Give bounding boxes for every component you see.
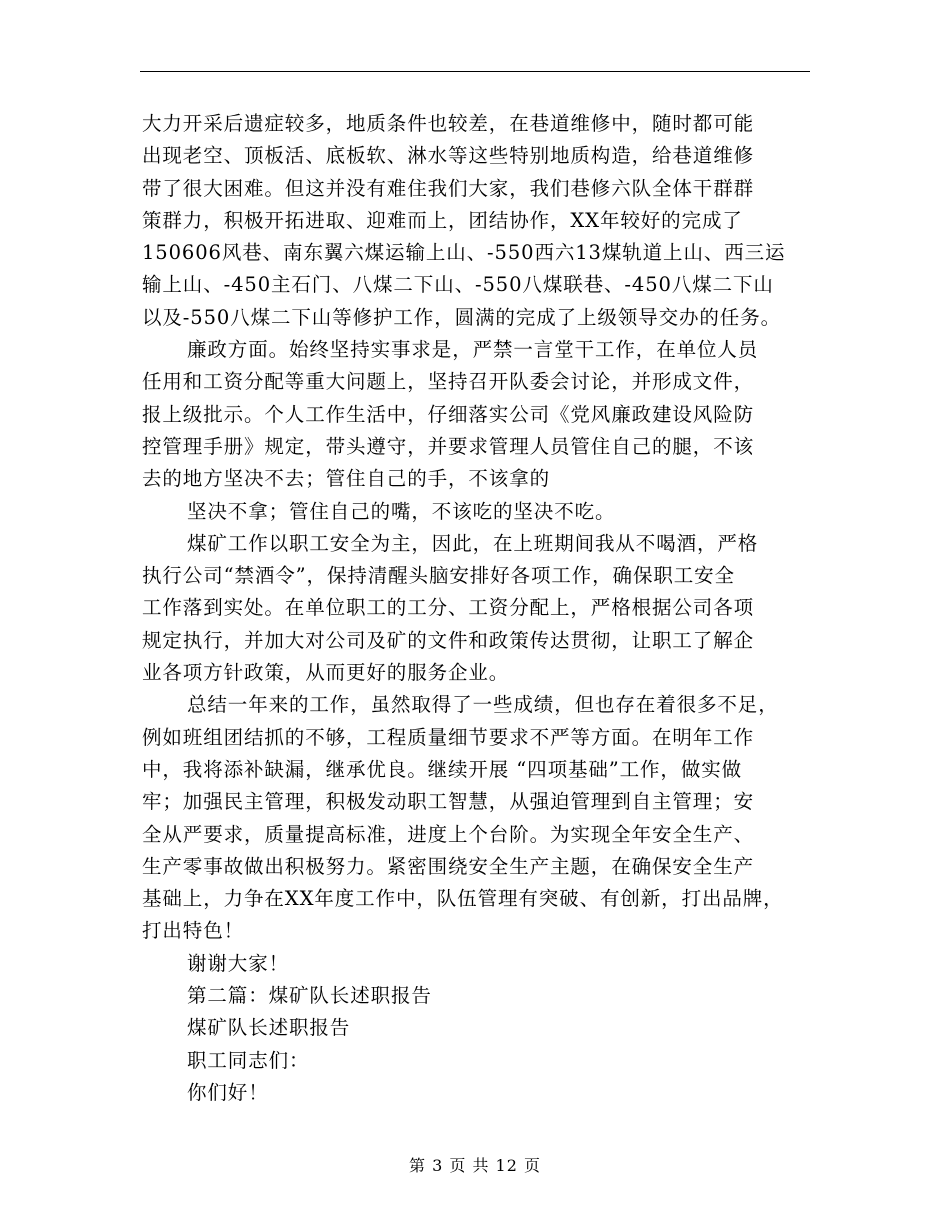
- text-line: 出现老空、顶板活、底板软、淋水等这些特别地质构造，给巷道维修: [142, 144, 755, 168]
- text-line: 规定执行，并加大对公司及矿的文件和政策传达贯彻，让职工了解企: [142, 628, 755, 652]
- text-line: 以及-550八煤二下山等修护工作，圆满的完成了上级领导交办的任务。: [142, 305, 782, 329]
- text-line: 任用和工资分配等重大问题上，坚持召开队委会讨论，并形成文件，: [142, 370, 755, 394]
- text-line: 业各项方针政策，从而更好的服务企业。: [142, 661, 510, 685]
- text-line: 输上山、-450主石门、八煤二下山、-550八煤联巷、-450八煤二下山: [142, 273, 774, 297]
- text-line: 例如班组团结抓的不够，工程质量细节要求不严等方面。在明年工作: [142, 725, 755, 749]
- text-line: 生产零事故做出积极努力。紧密围绕安全生产主题，在确保安全生产: [142, 854, 755, 878]
- document-body: [142, 108, 812, 1109]
- page-number-footer: 第 3 页 共 12 页: [409, 1156, 541, 1175]
- text-line: 坚决不拿；管住自己的嘴，不该吃的坚决不吃。: [187, 499, 616, 523]
- text-line: 策群力，积极开拓进取、迎难而上，团结协作，XX年较好的完成了: [142, 208, 743, 232]
- text-line: 基础上，力争在XX年度工作中，队伍管理有突破、有创新，打出品牌，: [142, 887, 784, 911]
- text-line: 煤矿队长述职报告: [187, 1016, 351, 1040]
- header-rule: [140, 71, 810, 72]
- text-line: 第二篇：煤矿队长述职报告: [187, 984, 432, 1008]
- text-line: 带了很大困难。但这并没有难住我们大家，我们巷修六队全体干群群: [142, 176, 755, 200]
- text-line: 工作落到实处。在单位职工的工分、工资分配上，严格根据公司各项: [142, 596, 755, 620]
- text-line: 总结一年来的工作，虽然取得了一些成绩，但也存在着很多不足，: [187, 693, 779, 717]
- text-line: 报上级批示。个人工作生活中，仔细落实公司《党风廉政建设风险防: [142, 402, 755, 426]
- text-line: 打出特色！: [142, 919, 245, 943]
- text-line: 大力开采后遗症较多，地质条件也较差，在巷道维修中，随时都可能: [142, 112, 755, 135]
- text-line: 去的地方坚决不去；管住自己的手，不该拿的: [142, 467, 551, 491]
- text-line: 150606风巷、南东翼六煤运输上山、-550西六13煤轨道上山、西三运: [142, 241, 786, 265]
- text-line: 全从严要求，质量提高标准，进度上个台阶。为实现全年安全生产、: [142, 822, 755, 846]
- text-line: 职工同志们：: [187, 1048, 310, 1072]
- text-line: 你们好！: [187, 1080, 269, 1104]
- text-line: 廉政方面。始终坚持实事求是，严禁一言堂干工作，在单位人员: [187, 338, 759, 362]
- text-line: 控管理手册》规定，带头遵守，并要求管理人员管住自己的腿，不该: [142, 434, 755, 458]
- text-line: 谢谢大家！: [187, 951, 290, 975]
- text-line: 煤矿工作以职工安全为主，因此，在上班期间我从不喝酒，严格: [187, 531, 759, 555]
- text-line: 中，我将添补缺漏，继承优良。继续开展 “四项基础”工作，做实做: [142, 757, 743, 781]
- text-line: 牢；加强民主管理，积极发动职工智慧，从强迫管理到自主管理；安: [142, 790, 755, 814]
- text-line: 执行公司“禁酒令”，保持清醒头脑安排好各项工作，确保职工安全: [142, 564, 735, 588]
